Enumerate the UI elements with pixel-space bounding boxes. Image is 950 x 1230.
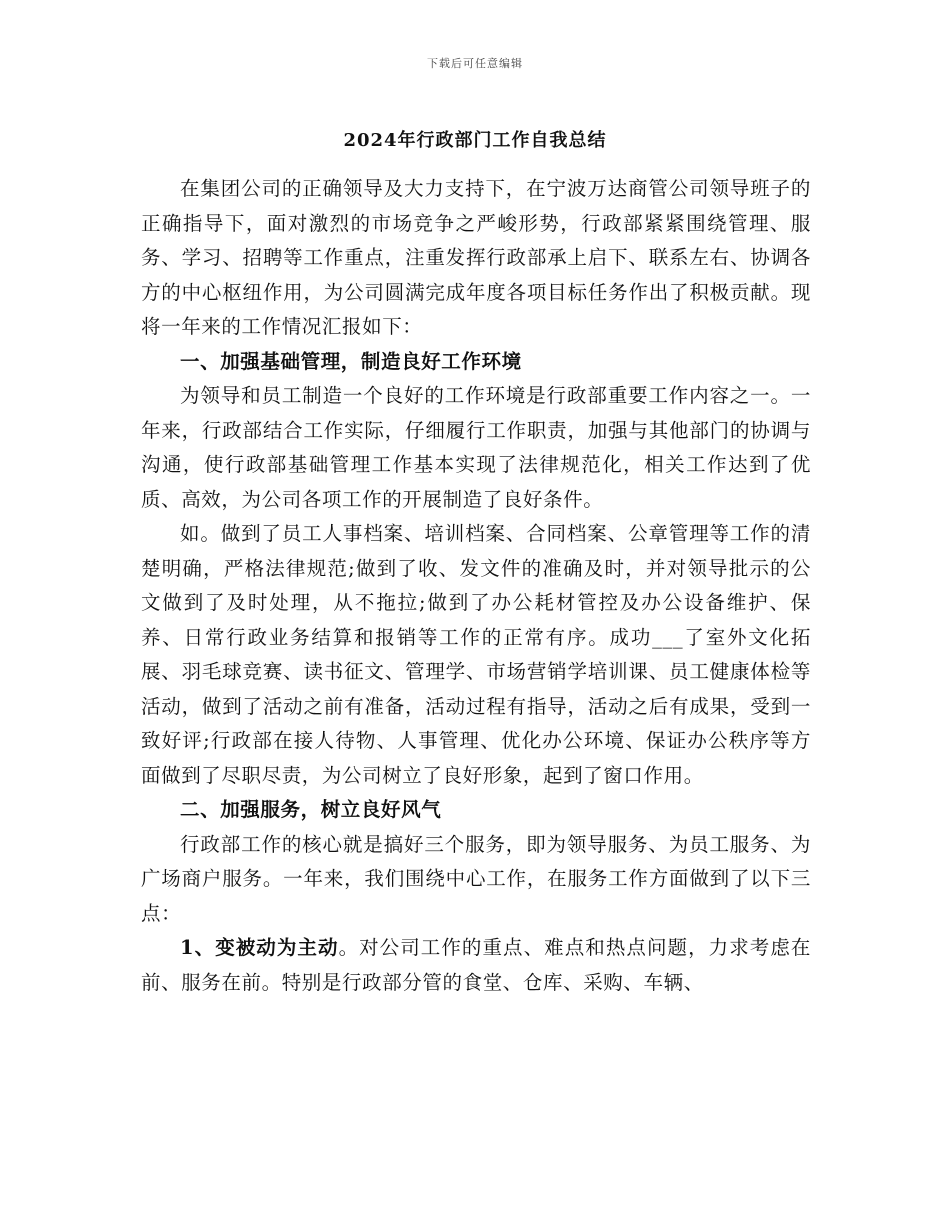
section-heading-2: 二、加强服务，树立良好风气 (180, 798, 442, 821)
intro-paragraph: 在集团公司的正确领导及大力支持下，在宁波万达商管公司领导班子的正确指导下，面对激烈的市场竞争之严峻形势，行政部紧紧围绕管理、服务、学习、招聘等工作重点，注重发挥行政部承上启下、联系左右、协调各方的中心枢纽作用，为公司圆满完成年度各项目标任务作出了积极贡献。现将一年来的工作情况汇报如下： (141, 177, 811, 338)
document-title: 2024年行政部门工作自我总结 (343, 130, 607, 151)
document-body (141, 172, 811, 1000)
section1-paragraph-1: 为领导和员工制造一个良好的工作环境是行政部重要工作内容之一。一年来，行政部结合工作实际，仔细履行工作职责，加强与其他部门的协调与沟通，使行政部基础管理工作基本实现了法律规范化，相关工作达到了优质、高效，为公司各项工作的开展制造了良好条件。 (141, 384, 811, 511)
section2-paragraph-1: 行政部工作的核心就是搞好三个服务，即为领导服务、为员工服务、为广场商户服务。一年来，我们围绕中心工作，在服务工作方面做到了以下三点： (141, 832, 811, 925)
header-note: 下载后可任意编辑 (427, 57, 523, 70)
section1-paragraph-2: 如。做到了员工人事档案、培训档案、合同档案、公章管理等工作的清楚明确，严格法律规范;做到了收、发文件的准确及时，并对领导批示的公文做到了及时处理，从不拖拉;做到了办公耗材管控及办公设备维护、保养、日常行政业务结算和报销等工作的正常有序。成功___了室外文化拓展、羽毛球竞赛、读书征文、管理学、市场营销学培训课、员工健康体检等活动，做到了活动之前有准备，活动过程有指导，活动之后有成果，受到一致好评;行政部在接人待物、人事管理、优化办公环境、保证办公秩序等方面做到了尽职尽责，为公司树立了良好形象，起到了窗口作用。 (141, 522, 811, 787)
point-1-lead: 1、变被动为主动 (180, 936, 339, 959)
section2-paragraph-2 (141, 931, 811, 1000)
section-heading-1: 一、加强基础管理，制造良好工作环境 (180, 349, 522, 373)
point-1-body: 。对公司工作的重点、难点和热点问题，力求考虑在前、服务在前。特别是行政部分管的食堂、仓库、采购、车辆、 (141, 936, 811, 994)
